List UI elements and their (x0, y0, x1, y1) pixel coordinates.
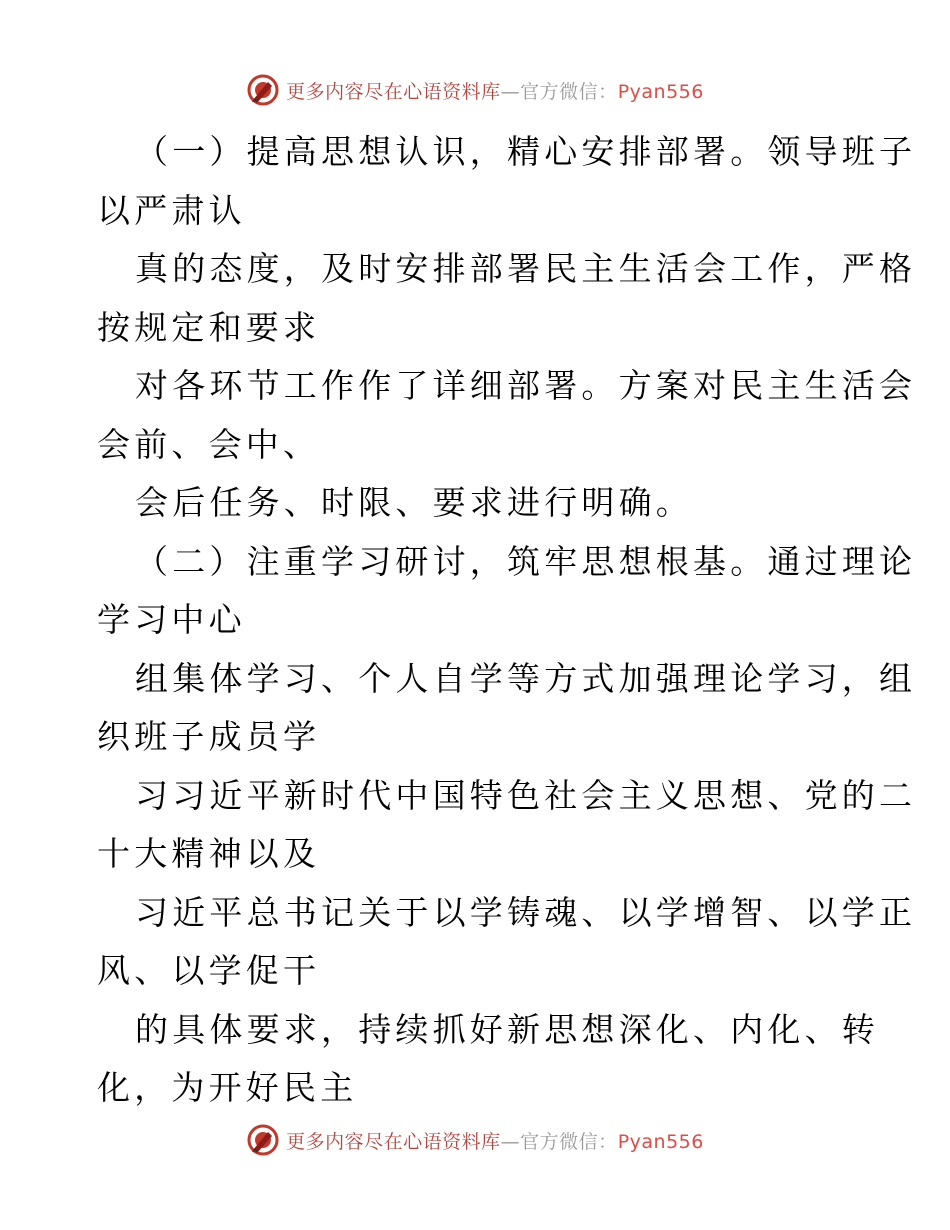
text-line: 组集体学习、个人自学等方式加强理论学习，组 (135, 658, 917, 698)
text-line: 对各环节工作作了详细部署。方案对民主生活会 (135, 366, 917, 405)
pen-logo-icon (246, 73, 280, 107)
text-line: 十大精神以及 (97, 834, 321, 873)
text-line: 习近平总书记关于以学铸魂、以学增智、以学正 (135, 892, 917, 932)
text-line: 学习中心 (97, 600, 246, 639)
text-line: 织班子成员学 (97, 717, 321, 756)
text-line: 化，为开好民主 (97, 1068, 358, 1107)
text-line: 的具体要求，持续抓好新思想深化、内化、转 (135, 1009, 879, 1049)
pen-logo-icon (246, 1123, 280, 1157)
text-line: 按规定和要求 (97, 307, 321, 347)
document-body (97, 123, 917, 1118)
text-line: （二）注重学习研讨，筑牢思想根基。通过理论 (135, 541, 917, 581)
text-line: 风、以学促干 (97, 951, 321, 990)
text-line: 会前、会中、 (97, 424, 321, 464)
footer-watermark-banner (0, 1120, 950, 1160)
text-line: （一）提高思想认识，精心安排部署。领导班子 (135, 132, 917, 171)
text-line: 习习近平新时代中国特色社会主义思想、党的二 (135, 775, 917, 815)
header-watermark-banner (0, 70, 950, 110)
text-line: 会后任务、时限、要求进行明确。 (135, 483, 693, 522)
text-line: 以严肃认 (97, 190, 246, 230)
banner-text: 更多内容尽在心语资料库—官方微信：Pyan556 (286, 80, 704, 103)
banner-text: 更多内容尽在心语资料库—官方微信：Pyan556 (286, 1130, 704, 1153)
text-line: 真的态度，及时安排部署民主生活会工作，严格 (135, 249, 917, 288)
